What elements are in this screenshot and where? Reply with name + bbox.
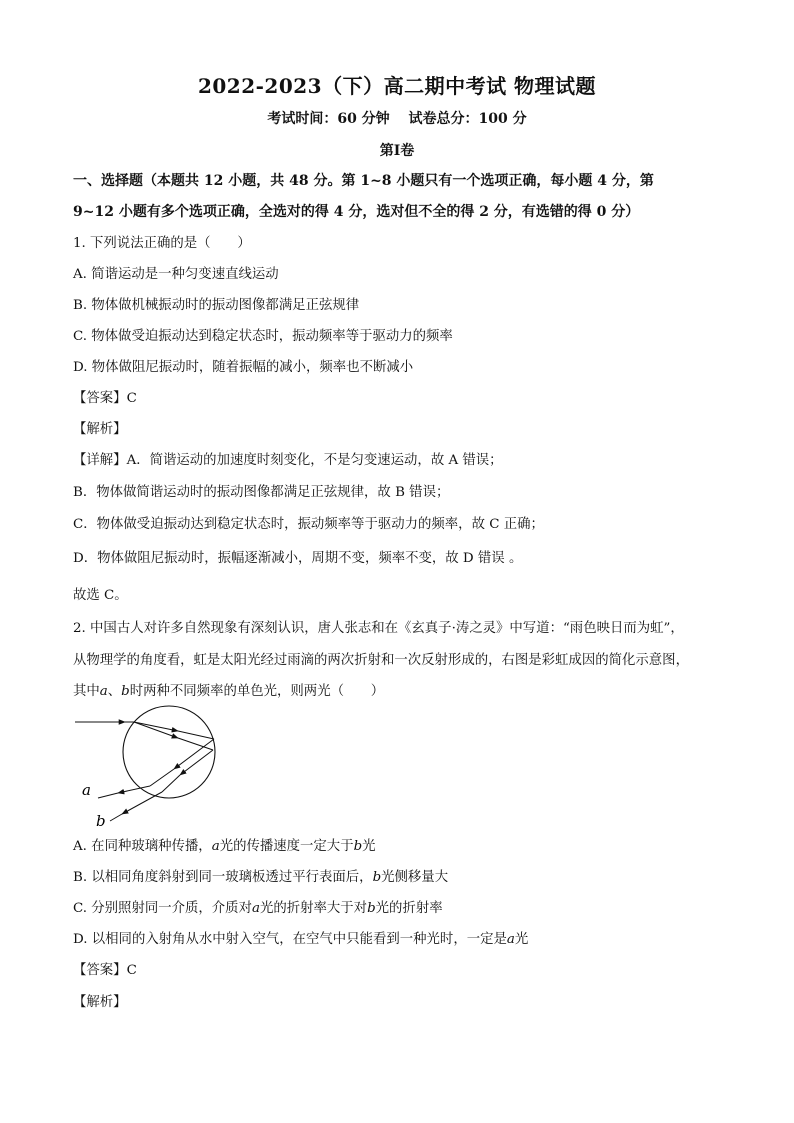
option-text: 光的折射率大于对 [259, 901, 368, 916]
q1-analysis-label: 【解析】 [73, 422, 127, 437]
option-text: 光侧移量大 [381, 870, 449, 885]
q1-option-d: D. 物体做阻尼振动时，随着振幅的减小，频率也不断减小 [73, 360, 414, 375]
exit-ray-a-tail [98, 793, 118, 798]
reflected-ray-2 [180, 750, 213, 775]
exam-info: 考试时间：60 分钟 试卷总分：100 分 [267, 111, 527, 127]
q1-detail-a [73, 452, 721, 470]
option-text: C. 分别照射同一介质，介质对 [73, 901, 252, 916]
option-text: 光 [362, 839, 376, 854]
q2-answer [73, 962, 721, 980]
q1-option-c: C. 物体做受迫振动达到稳定状态时，振动频率等于驱动力的频率 [73, 329, 453, 344]
stem-text: 其中 [73, 684, 100, 699]
var-a: a [211, 839, 220, 854]
q1-detail-c: C．物体做受迫振动达到稳定状态时，振动频率等于驱动力的频率，故 C 正确； [73, 517, 544, 532]
var-a: a [99, 684, 108, 699]
q2-option-b [73, 869, 721, 887]
volume-heading: 第Ⅰ卷 [379, 143, 415, 159]
q2-analysis-label: 【解析】 [73, 995, 127, 1010]
q2-stem-line2: 从物理学的角度看，虹是太阳光经过雨滴的两次折射和一次反射形成的，右图是彩虹成因的简化示意图， [73, 653, 689, 668]
detail-label: 【详解】 [73, 453, 127, 468]
exit-ray-b [122, 792, 162, 814]
q2-stem-line3 [73, 683, 721, 701]
var-a: a [251, 901, 260, 916]
page-title: 2022-2023（下）高二期中考试 物理试题 [197, 74, 597, 98]
q1-detail-d: D．物体做阻尼振动时，振幅逐渐减小，周期不变，频率不变，故 D 错误 。 [73, 551, 523, 566]
reflected-ray-2b [162, 775, 180, 792]
detail-text: A．简谐运动的加速度时刻变化，不是匀变速运动，故 A 错误； [126, 453, 503, 468]
rainbow-diagram [70, 705, 230, 830]
q1-answer [73, 390, 721, 408]
q2-stem-line1: 2. 中国古人对许多自然现象有深刻认识，唐人张志和在《玄真子·涛之灵》中写道：“雨色映日而为虹”， [73, 621, 684, 636]
raindrop-circle [123, 706, 215, 798]
q1-conclusion: 故选 C。 [73, 588, 128, 603]
option-text: 光 [514, 932, 529, 947]
answer-label: 【答案】 [73, 391, 127, 406]
option-text: 光的折射率 [375, 901, 443, 916]
var-b: b [353, 839, 363, 854]
q1-option-a: A. 简谐运动是一种匀变速直线运动 [73, 267, 279, 282]
stem-text: 时两种不同频率的单色光，则两光（ ） [129, 684, 385, 699]
q1-stem: 1. 下列说法正确的是（ ） [73, 236, 251, 251]
answer-value: C [126, 963, 137, 978]
option-text: 光的传播速度一定大于 [219, 839, 354, 854]
answer-value: C [126, 391, 137, 406]
label-a: a [82, 781, 91, 799]
q2-option-c [73, 900, 721, 918]
section-instructions-line2: 9~12 小题有多个选项正确，全选对的得 4 分，选对但不全的得 2 分，有选错的得 0 分） [73, 204, 640, 220]
label-b: b [96, 812, 106, 830]
option-text: B. 以相同角度斜射到同一玻璃板透过平行表面后， [73, 870, 373, 885]
exit-ray-b-tail [110, 814, 122, 821]
refracted-ray-1b [178, 731, 214, 739]
var-b: b [121, 684, 130, 699]
option-text: A. 在同种玻璃种传播， [73, 839, 212, 854]
section-instructions-line1: 一、选择题（本题共 12 小题，共 48 分。第 1~8 小题只有一个选项正确，每小题 4 分，第 [73, 173, 654, 189]
var-b: b [367, 901, 376, 916]
option-text: D. 以相同的入射角从水中射入空气，在空气中只能看到一种光时，一定是 [73, 932, 507, 947]
separator: 、 [107, 684, 122, 699]
answer-label: 【答案】 [73, 963, 127, 978]
q1-option-b: B. 物体做机械振动时的振动图像都满足正弦规律 [73, 298, 360, 313]
var-a: a [506, 932, 515, 947]
q2-option-d [73, 931, 721, 949]
var-b: b [372, 870, 382, 885]
q2-option-a [73, 838, 721, 856]
q1-detail-b: B．物体做简谐运动时的振动图像都满足正弦规律，故 B 错误； [73, 485, 450, 500]
